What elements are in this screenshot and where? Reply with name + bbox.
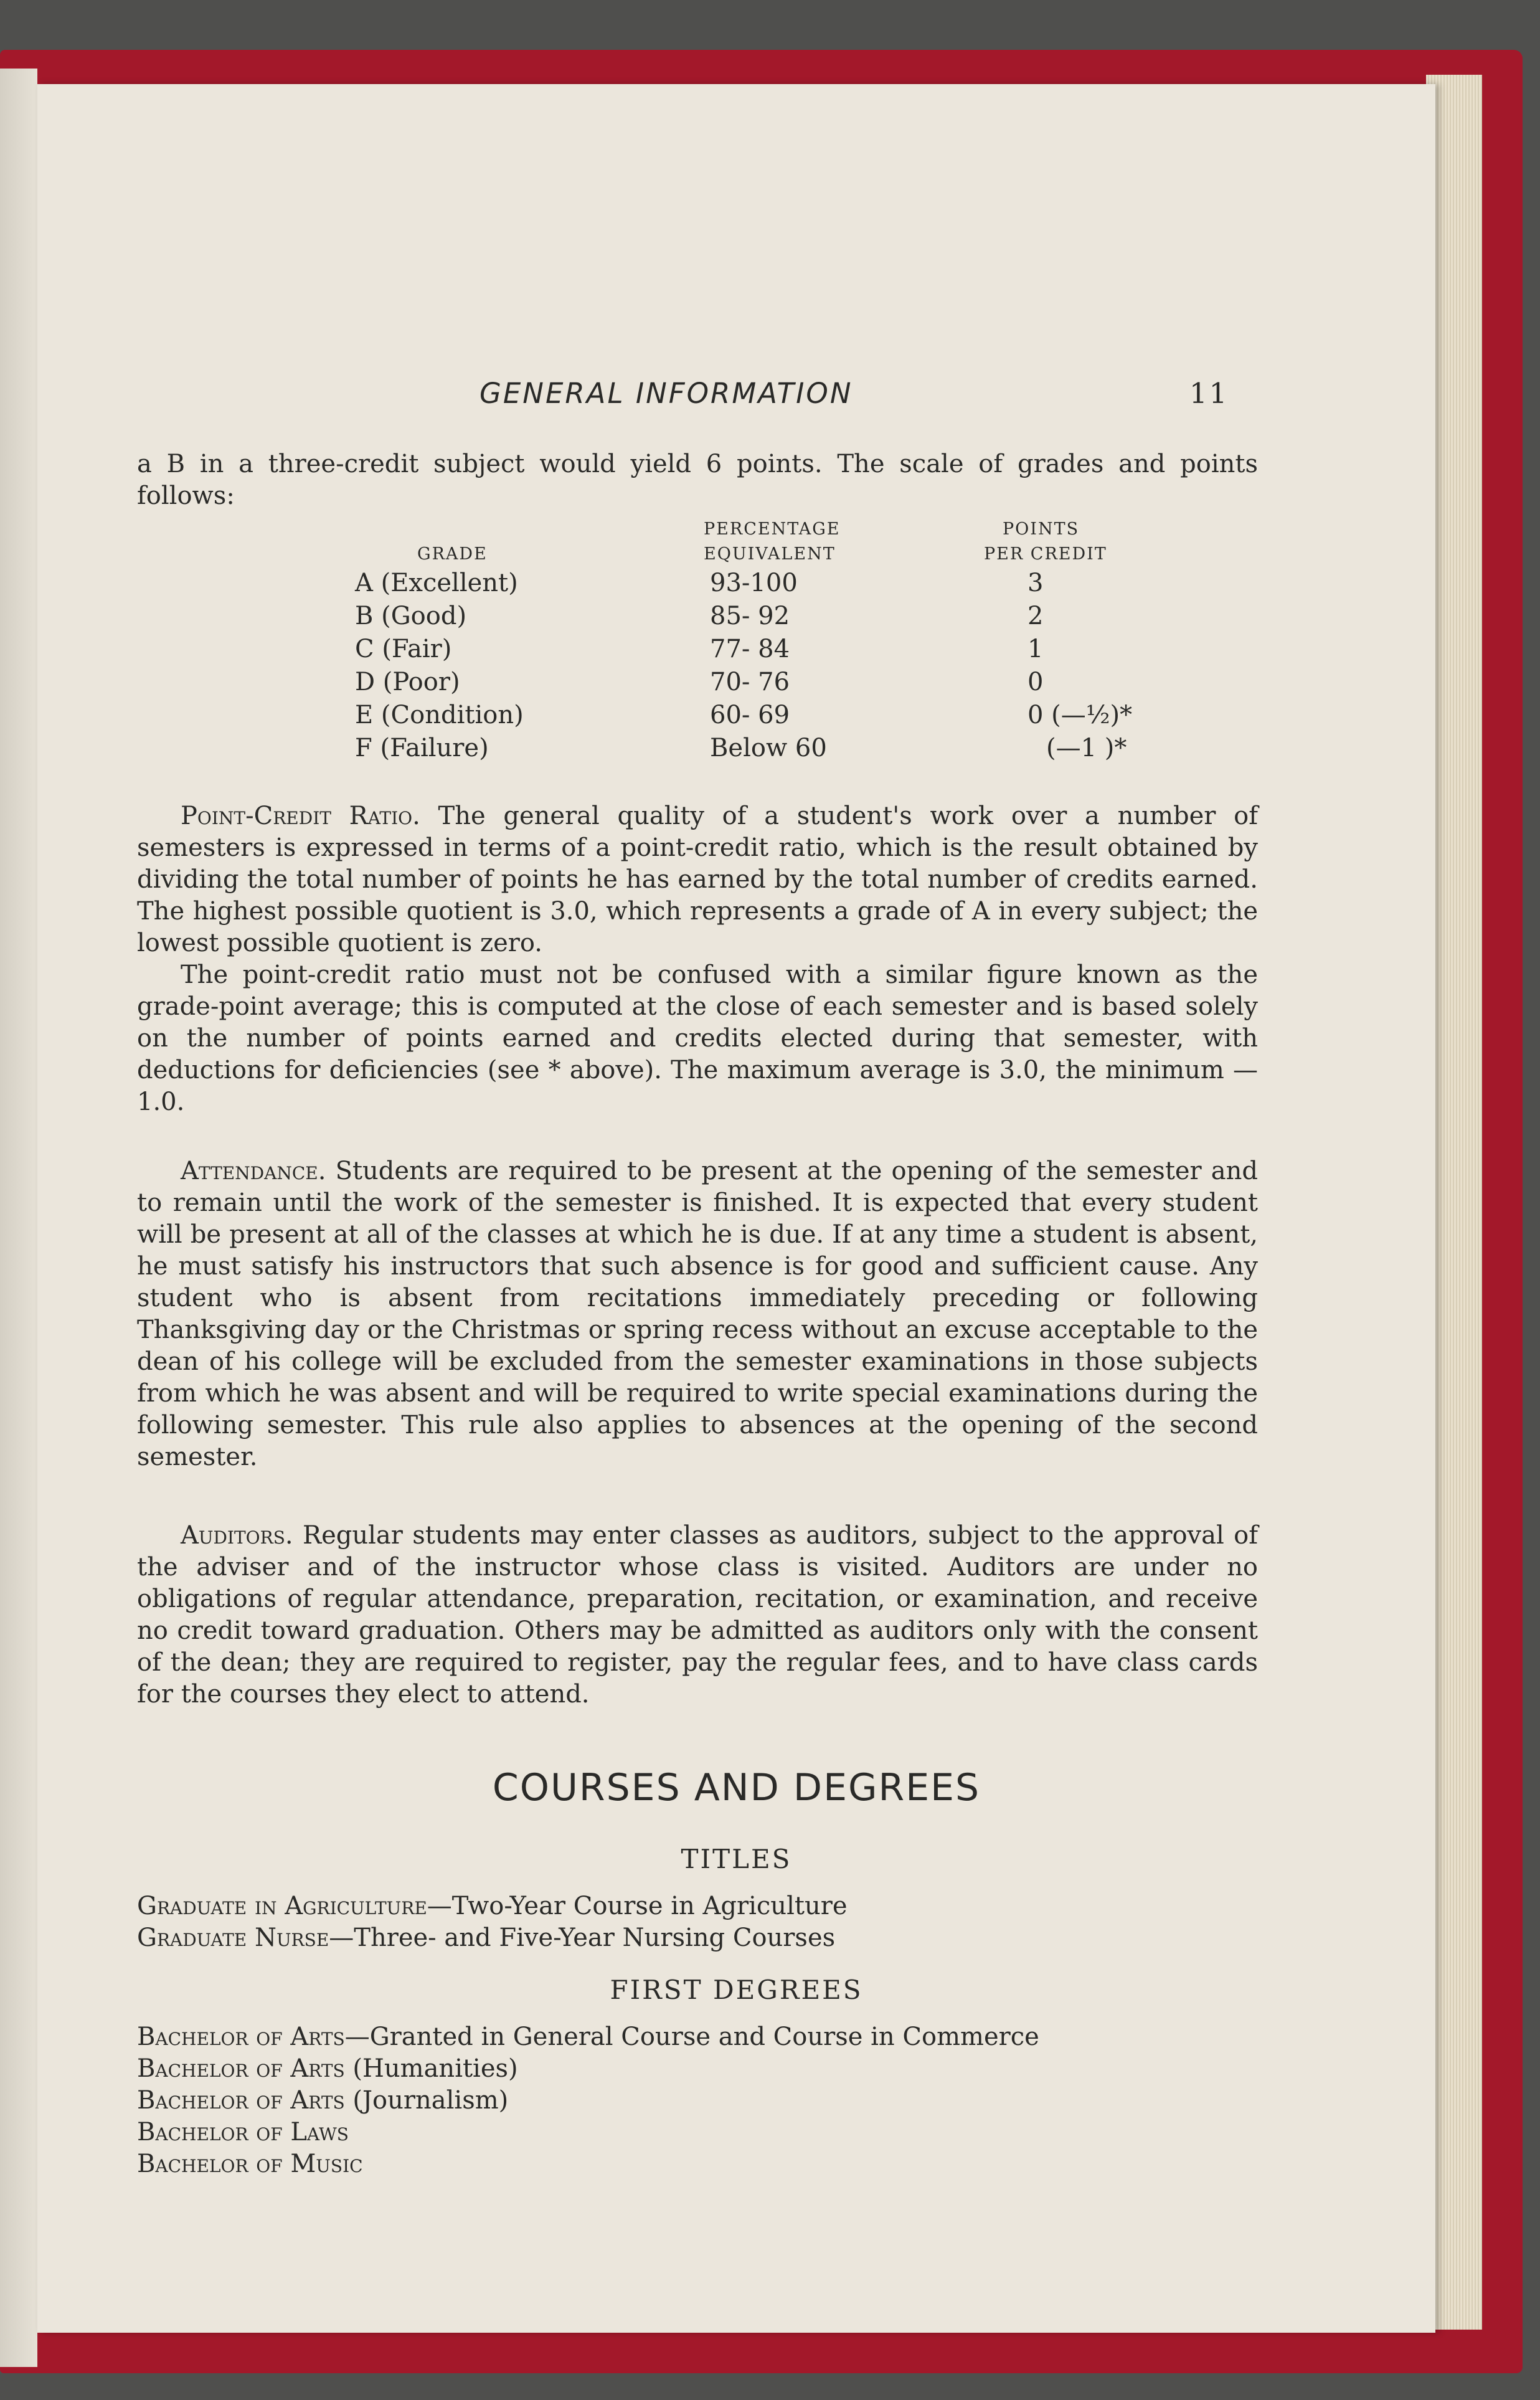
grade-cell: D (Poor) [355,668,460,696]
list-item: Bachelor of Arts—Granted in General Course and Course in Commerce [137,2023,1039,2051]
table-row [355,600,1189,633]
running-header [37,377,1435,420]
point-credit-text: The general quality of a student's work over a number of semesters is expressed in terms of a point-credit ratio, which is the result obtained by dividing the total number of points he has earned by the total number of credits earned. The highest possible quotient is 3.0, which represents a grade of A in every subject; the lowest possible quotient is zero. [137,802,1258,957]
pts-cell: (—1 )* [1046,734,1127,762]
table-header-row-1 [355,517,1189,542]
list-item: Bachelor of Music [137,2150,363,2178]
grade-cell: C (Fair) [355,635,452,663]
attendance-paragraph [137,1155,1258,1473]
table-row [355,732,1189,765]
pct-cell: 60- 69 [710,701,790,729]
pts-cell: 0 [1027,668,1044,696]
auditors-paragraph [137,1520,1258,1710]
pct-cell: Below 60 [710,734,827,762]
pts-header-2: PER CREDIT [984,544,1107,564]
list-item: Graduate Nurse—Three- and Five-Year Nursing Courses [137,1923,836,1952]
pct-header-2: EQUIVALENT [704,544,836,564]
titles-heading: TITLES [681,1844,792,1874]
auditors-heading: Auditors. [181,1521,293,1550]
attendance-text: Students are required to be present at the opening of the semester and to remain until the work of the semester is finished. It is expected that every student will be present at all of the classes at which he is due. If at any time a student is absent, he must satisfy his instructors that such absence is for good and sufficient cause. Any student who is absent from recitations immediately preceding or following Thanksgiving day or the Christmas or spring recess without an excuse acceptable to the dean of his college will be excluded from the semester examinations in those subjects from which he was absent and will be required to write special examinations during the following semester. This rule also applies to absences at the opening of the second semester. [137,1157,1258,1471]
pts-cell: 0 (—½)* [1027,701,1133,729]
courses-heading: COURSES AND DEGREES [492,1766,981,1809]
grade-cell: E (Condition) [355,701,524,729]
point-credit-paragraph [137,800,1258,959]
grade-table [355,517,1189,765]
point-credit-section [137,800,1258,1118]
book-page [37,84,1435,2333]
auditors-text: Regular students may enter classes as auditors, subject to the approval of the adviser and of the instructor whose class is visited. Auditors are under no obligations of regular attendance, preparation, recitation, or examination, and receive no credit toward graduation. Others may be admitted as auditors only with the consent of the dean; they are required to register, pay the regular fees, and to have class cards for the courses they elect to attend. [137,1521,1258,1709]
list-item: Bachelor of Arts (Humanities) [137,2054,518,2083]
pct-cell: 93-100 [710,569,798,597]
page-number: 11 [1189,377,1229,410]
grade-cell: F (Failure) [355,734,489,762]
intro-text: a B in a three-credit subject would yield 6 points. The scale of grades and points follows: [137,450,1258,510]
pct-cell: 70- 76 [710,668,790,696]
pct-cell: 77- 84 [710,635,790,663]
titles-list [137,1890,1258,1954]
table-row [355,666,1189,699]
facing-page-edge [0,69,37,2367]
pct-cell: 85- 92 [710,602,790,630]
pts-cell: 3 [1027,569,1044,597]
first-degrees-list [137,2021,1258,2180]
first-degrees-heading: FIRST DEGREES [610,1975,863,2005]
point-credit-heading: Point-Credit Ratio. [181,802,420,830]
pts-cell: 2 [1027,602,1044,630]
intro-paragraph [137,448,1258,512]
attendance-heading: Attendance. [181,1157,326,1185]
grade-cell: B (Good) [355,602,467,630]
pts-cell: 1 [1027,635,1044,663]
list-item: Graduate in Agriculture—Two-Year Course in Agriculture [137,1892,848,1920]
grade-cell: A (Excellent) [355,569,518,597]
pct-header-1: PERCENTAGE [704,519,841,539]
table-row [355,567,1189,600]
table-row [355,699,1189,732]
point-credit-paragraph-2: The point-credit ratio must not be confused with a similar figure known as the grade-point average; this is computed at the close of each semester and is based solely on the number of points earned and credits elected during that semester, with deductions for deficiencies (see * above). The maximum average is 3.0, the minimum —1.0. [137,960,1258,1116]
table-row [355,633,1189,666]
auditors-section [137,1520,1258,1710]
pts-header-1: POINTS [1003,519,1080,539]
grade-header: GRADE [417,544,488,564]
list-item: Bachelor of Laws [137,2118,349,2146]
attendance-section [137,1155,1258,1473]
running-title: GENERAL INFORMATION [479,377,853,410]
table-header-row-2 [355,542,1189,567]
list-item: Bachelor of Arts (Journalism) [137,2086,509,2115]
